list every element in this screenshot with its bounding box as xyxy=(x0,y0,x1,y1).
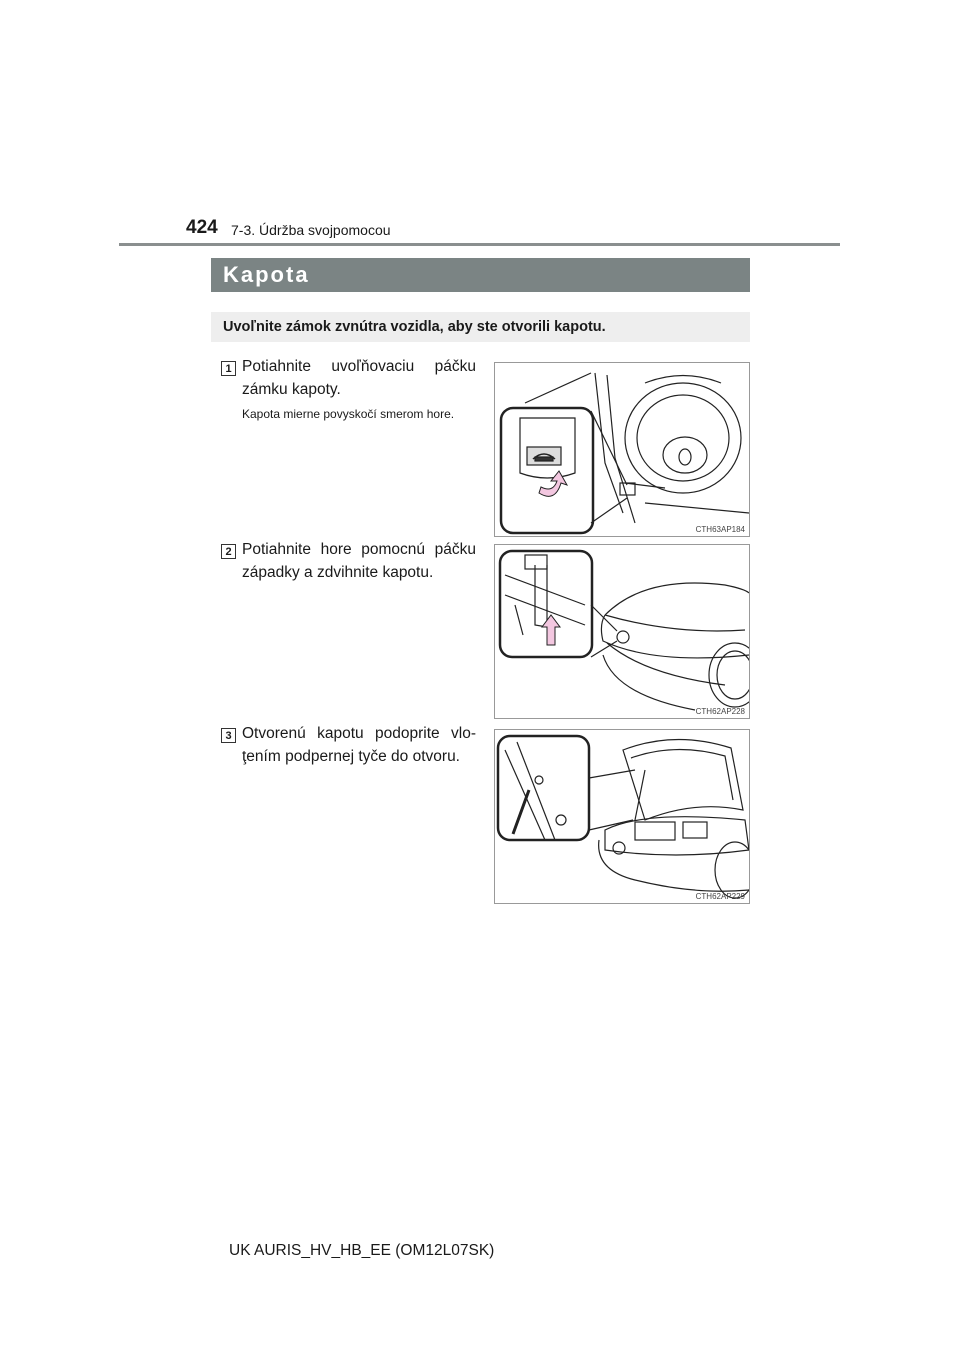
step-2-figure xyxy=(494,544,750,719)
step-1-text: Potiahnite uvoľňovaciu páčku zámku kapoty. xyxy=(242,358,476,398)
step-1-note: Kapota mierne povyskočí smerom hore. xyxy=(242,407,455,421)
document-footer: UK AURIS_HV_HB_EE (OM12L07SK) xyxy=(229,1242,495,1259)
step-1-figure xyxy=(494,362,750,537)
header-divider xyxy=(119,243,840,246)
hood-release-lever-illustration xyxy=(495,363,749,536)
step-3-text: Otvorenú kapotu podoprite vlo-ţením podpernej tyče do otvoru. xyxy=(242,725,476,765)
hood-support-rod-illustration xyxy=(495,730,749,903)
step-3-number: 3 xyxy=(221,728,236,743)
page-title: Kapota xyxy=(211,258,750,292)
step-1-figure-code: CTH63AP184 xyxy=(695,525,745,534)
section-label: 7-3. Údržba svojpomocou xyxy=(231,222,391,238)
step-2-text: Potiahnite hore pomocnú páčku západky a zdvihnite kapotu. xyxy=(242,541,476,581)
step-1-number: 1 xyxy=(221,361,236,376)
step-2-figure-code: CTH62AP228 xyxy=(695,707,745,716)
latch-lever-illustration xyxy=(495,545,749,718)
step-3-figure xyxy=(494,729,750,904)
step-2-number: 2 xyxy=(221,544,236,559)
intro-instruction: Uvoľnite zámok zvnútra vozidla, aby ste otvorili kapotu. xyxy=(211,312,750,342)
page-number: 424 xyxy=(186,217,218,238)
step-3-figure-code: CTH62AP229 xyxy=(695,892,745,901)
